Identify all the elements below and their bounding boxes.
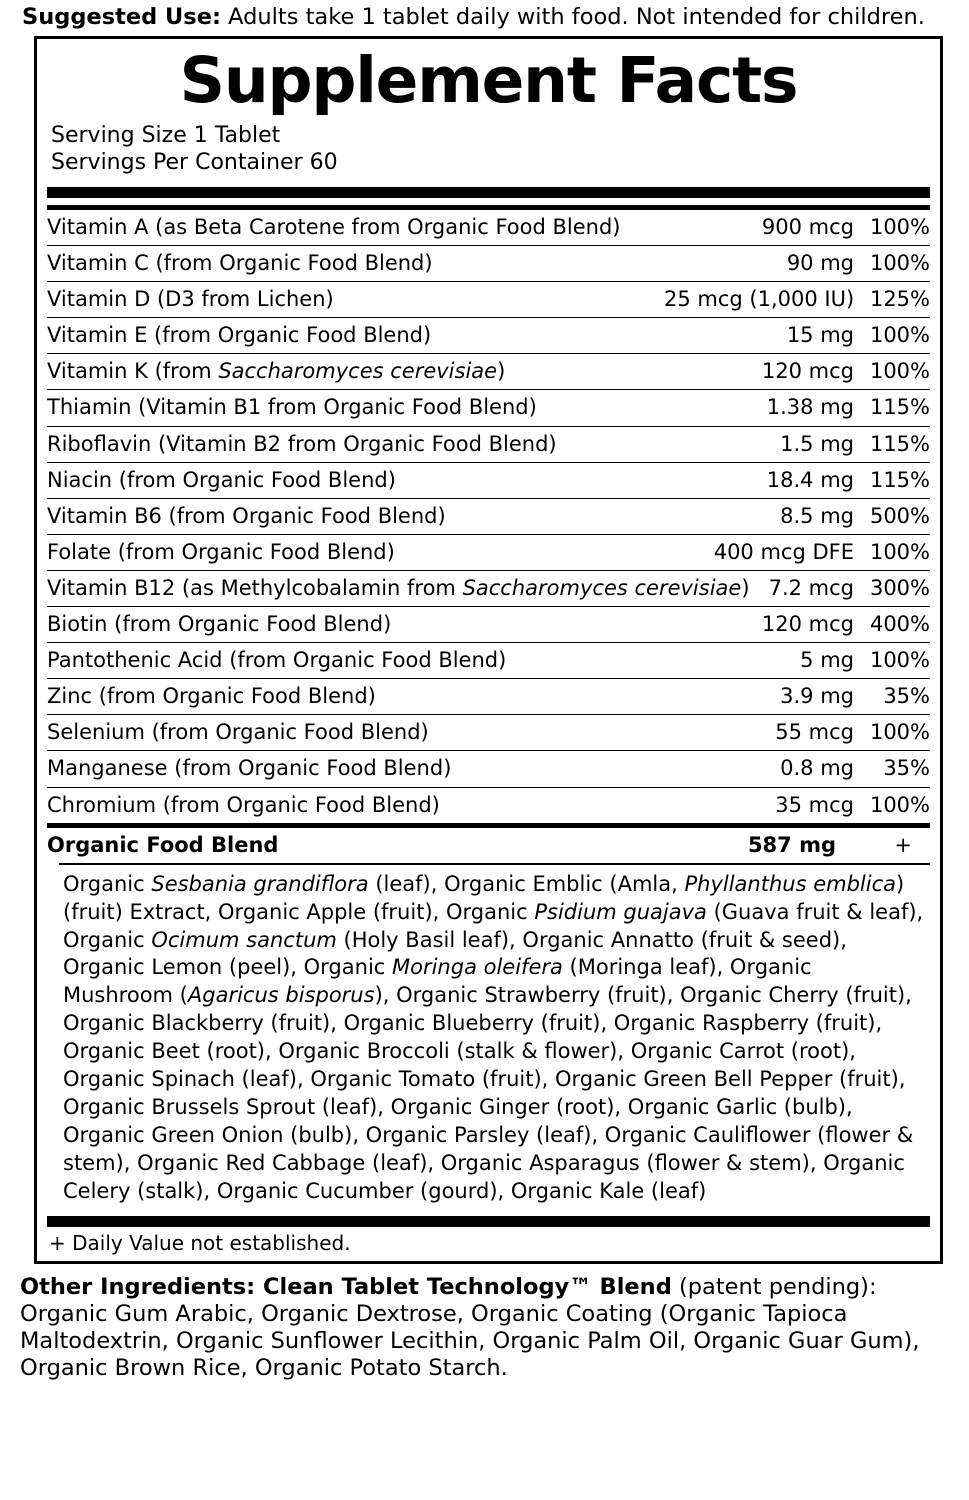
- nutrient-name: Selenium (from Organic Food Blend): [47, 715, 664, 751]
- table-row: [47, 679, 930, 715]
- nutrient-amount: 5 mg: [664, 643, 854, 679]
- nutrient-name: Chromium (from Organic Food Blend): [47, 792, 440, 817]
- table-row: [47, 715, 930, 751]
- nutrient-name: Thiamin (Vitamin B1 from Organic Food Blend): [47, 390, 664, 426]
- table-row: [47, 282, 930, 318]
- nutrient-daily-value: 400%: [854, 607, 930, 643]
- serving-size: Serving Size 1 Tablet: [51, 123, 281, 149]
- table-row: [47, 787, 930, 823]
- nutrient-amount: 8.5 mg: [664, 498, 854, 534]
- table-row: [47, 534, 930, 570]
- nutrient-amount: 3.9 mg: [664, 679, 854, 715]
- nutrient-daily-value: 125%: [854, 282, 930, 318]
- nutrient-daily-value: 100%: [854, 534, 930, 570]
- table-row: [47, 643, 930, 679]
- blend-ingredient-list: Organic Sesbania grandiflora (leaf), Organic Emblic (Amla, Phyllanthus emblica) (fruit) Extract, Organic Apple (fruit), Organic Psidium guajava (Guava fruit & leaf), Organic Ocimum sanctum (Holy Basil leaf), Organic Annatto (fruit & seed), Organic Lemon (peel), Organic Moringa oleifera (Moringa leaf), Organic Mushroom (Agaricus bisporus), Organic Strawberry (fruit), Organic Cherry (fruit), Organic Blackberry (fruit), Organic Blueberry (fruit), Organic Raspberry (fruit), Organic Beet (root), Organic Broccoli (stalk & flower), Organic Carrot (root), Organic Spinach (leaf), Organic Tomato (fruit), Organic Green Bell Pepper (fruit), Organic Brussels Sprout (leaf), Organic Ginger (root), Organic Garlic (bulb), Organic Green Onion (bulb), Organic Parsley (leaf), Organic Cauliflower (flower & stem), Organic Red Cabbage (leaf), Organic Asparagus (flower & stem), Organic Celery (stalk), Organic Cucumber (gourd), Organic Kale (leaf): [63, 871, 924, 1203]
- nutrient-amount: 18.4 mg: [664, 462, 854, 498]
- nutrient-name: Niacin (from Organic Food Blend): [47, 462, 664, 498]
- nutrient-daily-value: 35%: [854, 679, 930, 715]
- daily-value-footnote: + Daily Value not established.: [49, 1230, 351, 1255]
- nutrient-daily-value: 100%: [854, 643, 930, 679]
- table-row: [47, 246, 930, 282]
- blend-row-table: [47, 828, 930, 863]
- table-row: [47, 462, 930, 498]
- nutrient-amount: 120 mcg: [664, 607, 854, 643]
- nutrient-name: Vitamin D (D3 from Lichen): [47, 282, 664, 318]
- suggested-use-text: Adults take 1 tablet daily with food. Not intended for children.: [220, 4, 925, 30]
- nutrient-daily-value: 300%: [854, 570, 930, 606]
- nutrient-amount: 15 mg: [664, 318, 854, 354]
- nutrient-name: Vitamin B6 (from Organic Food Blend): [47, 498, 664, 534]
- other-ingredients-label: Other Ingredients: Clean Tablet Technology™ Blend: [20, 1273, 672, 1300]
- nutrient-daily-value: 115%: [854, 426, 930, 462]
- other-ingredients-line: [10, 1264, 959, 1383]
- nutrient-name: Vitamin B12 (as Methylcobalamin from Saccharomyces cerevisiae): [47, 570, 664, 606]
- blend-name: Organic Food Blend: [47, 832, 279, 857]
- nutrient-table-body: [47, 210, 930, 823]
- nutrient-amount: 0.8 mg: [664, 751, 854, 787]
- divider-thick-bottom: [47, 1216, 930, 1227]
- nutrient-amount: 120 mcg: [664, 354, 854, 390]
- divider-gap: [37, 198, 940, 205]
- suggested-use-label: Suggested Use:: [22, 4, 221, 30]
- nutrient-amount: 90 mg: [664, 246, 854, 282]
- nutrient-amount: 55 mcg: [664, 715, 854, 751]
- nutrient-daily-value: 100%: [869, 792, 930, 817]
- nutrient-daily-value: 115%: [854, 462, 930, 498]
- nutrient-name: Vitamin E (from Organic Food Blend): [47, 318, 664, 354]
- nutrient-daily-value: 100%: [854, 210, 930, 246]
- servings-per-container: Servings Per Container 60: [51, 150, 338, 176]
- nutrient-table: [47, 210, 930, 823]
- nutrient-name: Biotin (from Organic Food Blend): [47, 607, 664, 643]
- table-row: [47, 390, 930, 426]
- blend-daily-value: +: [894, 832, 912, 857]
- nutrient-name: Riboflavin (Vitamin B2 from Organic Food Blend): [47, 426, 664, 462]
- table-row: [47, 354, 930, 390]
- table-row: [47, 570, 930, 606]
- panel-title: Supplement Facts: [179, 44, 798, 118]
- suggested-use-line: [10, 0, 959, 36]
- nutrient-name: Vitamin K (from Saccharomyces cerevisiae): [47, 354, 664, 390]
- table-row-blend: [47, 828, 930, 863]
- serving-info: [37, 117, 940, 185]
- nutrient-amount: 35 mcg: [775, 792, 854, 817]
- nutrient-daily-value: 100%: [854, 318, 930, 354]
- table-row: [47, 751, 930, 787]
- nutrient-daily-value: 115%: [854, 390, 930, 426]
- nutrient-amount: 400 mcg DFE: [664, 534, 854, 570]
- nutrient-amount: 1.5 mg: [664, 426, 854, 462]
- nutrient-name: Manganese (from Organic Food Blend): [47, 751, 664, 787]
- nutrient-daily-value: 100%: [854, 354, 930, 390]
- blend-amount: 587 mg: [747, 832, 836, 857]
- nutrient-daily-value: 100%: [854, 246, 930, 282]
- nutrient-name: Zinc (from Organic Food Blend): [47, 679, 664, 715]
- nutrient-name: Pantothenic Acid (from Organic Food Blend): [47, 643, 664, 679]
- nutrient-name: Vitamin A (as Beta Carotene from Organic Food Blend): [47, 210, 664, 246]
- nutrient-daily-value: 35%: [854, 751, 930, 787]
- nutrient-name: Folate (from Organic Food Blend): [47, 534, 664, 570]
- nutrient-amount: 7.2 mcg: [664, 570, 854, 606]
- nutrient-daily-value: 500%: [854, 498, 930, 534]
- other-ingredients-text: (patent pending): Organic Gum Arabic, Organic Dextrose, Organic Coating (Organic Tapioca Maltodextrin, Organic Sunflower Lecithin, Organic Palm Oil, Organic Guar Gum), Organic Brown Rice, Organic Potato Starch.: [20, 1273, 920, 1382]
- nutrient-daily-value: 100%: [854, 715, 930, 751]
- divider-thick-top: [47, 187, 930, 198]
- table-row: [47, 210, 930, 246]
- table-row: [47, 318, 930, 354]
- supplement-facts-panel: [34, 36, 943, 1264]
- table-row: [47, 498, 930, 534]
- nutrient-name: Vitamin C (from Organic Food Blend): [47, 246, 664, 282]
- nutrient-amount: 900 mcg: [664, 210, 854, 246]
- nutrient-amount: 1.38 mg: [664, 390, 854, 426]
- table-row: [47, 426, 930, 462]
- table-row: [47, 607, 930, 643]
- nutrient-amount: 25 mcg (1,000 IU): [664, 282, 854, 318]
